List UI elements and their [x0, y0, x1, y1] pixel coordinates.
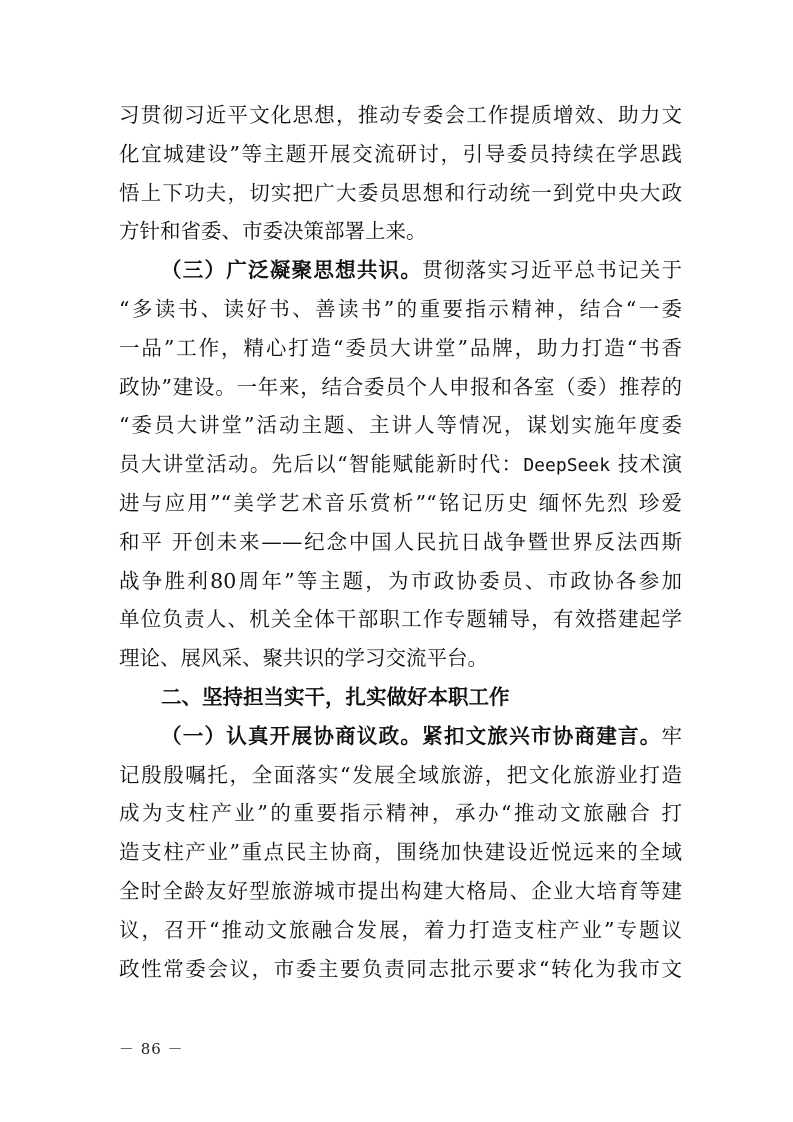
text-line: 全时全龄友好型旅游城市提出构建大格局、企业大培育等建	[119, 878, 682, 903]
text-line: 理论、展风采、聚共识的学习交流平台。	[119, 646, 488, 671]
text-line: 政性常委会议，市委主要负责同志批示要求“转化为我市文	[119, 956, 682, 981]
text-line: 政协”建设。一年来，结合委员个人申报和各室（委）推荐的	[119, 374, 682, 399]
text-line: 一品”工作，精心打造“委员大讲堂”品牌，助力打造“书香	[119, 335, 682, 360]
text-fragment: 员大讲堂活动。先后以“智能赋能新时代：	[119, 452, 524, 477]
text-line: “委员大讲堂”活动主题、主讲人等情况，谋划实施年度委	[119, 413, 682, 438]
text-line: 记殷殷嘱托，全面落实“发展全域旅游，把文化旅游业打造	[119, 762, 682, 787]
subsection-heading: （一）认真开展协商议政。紧扣文旅兴市协商建言。	[161, 723, 662, 748]
text-line: 进与应用”“美学艺术音乐赏析”“铭记历史 缅怀先烈 珍爱	[119, 490, 682, 515]
subsection-heading: （三）广泛凝聚思想共识。	[161, 258, 423, 283]
text-line: 悟上下功夫，切实把广大委员思想和行动统一到党中央大政	[119, 180, 682, 205]
text-line: 成为支柱产业”的重要指示精神，承办“推动文旅融合 打	[119, 801, 682, 826]
text-line: “多读书、读好书、善读书”的重要指示精神，结合“一委	[119, 296, 682, 321]
page-number: － 86 －	[119, 1040, 184, 1058]
text-line	[119, 717, 682, 756]
text-line	[119, 445, 682, 484]
text-line: 造支柱产业”重点民主协商，围绕加快建设近悦远来的全域	[119, 840, 682, 865]
body-text	[119, 96, 682, 988]
text-fragment: 技术演	[617, 452, 682, 477]
text-line: 单位负责人、机关全体干部职工作专题辅导，有效搭建起学	[119, 607, 682, 632]
section-heading: 二、坚持担当实干，扎实做好本职工作	[161, 684, 510, 709]
text-line	[119, 251, 682, 290]
text-fragment: 牢	[661, 723, 682, 748]
text-line: 战争胜利80周年”等主题，为市政协委员、市政协各参加	[119, 568, 682, 593]
text-line: 方针和省委、市委决策部署上来。	[119, 219, 427, 244]
text-line: 化宜城建设”等主题开展交流研讨，引导委员持续在学思践	[119, 141, 682, 166]
text-line: 议，召开“推动文旅融合发展，着力打造支柱产业”专题议	[119, 917, 682, 942]
text-line: 习贯彻习近平文化思想，推动专委会工作提质增效、助力文	[119, 103, 682, 127]
text-fragment: 贯彻落实习近平总书记关于	[422, 258, 683, 283]
text-line: 和平 开创未来——纪念中国人民抗日战争暨世界反法西斯	[119, 529, 682, 554]
term-deepseek: DeepSeek	[523, 455, 611, 477]
